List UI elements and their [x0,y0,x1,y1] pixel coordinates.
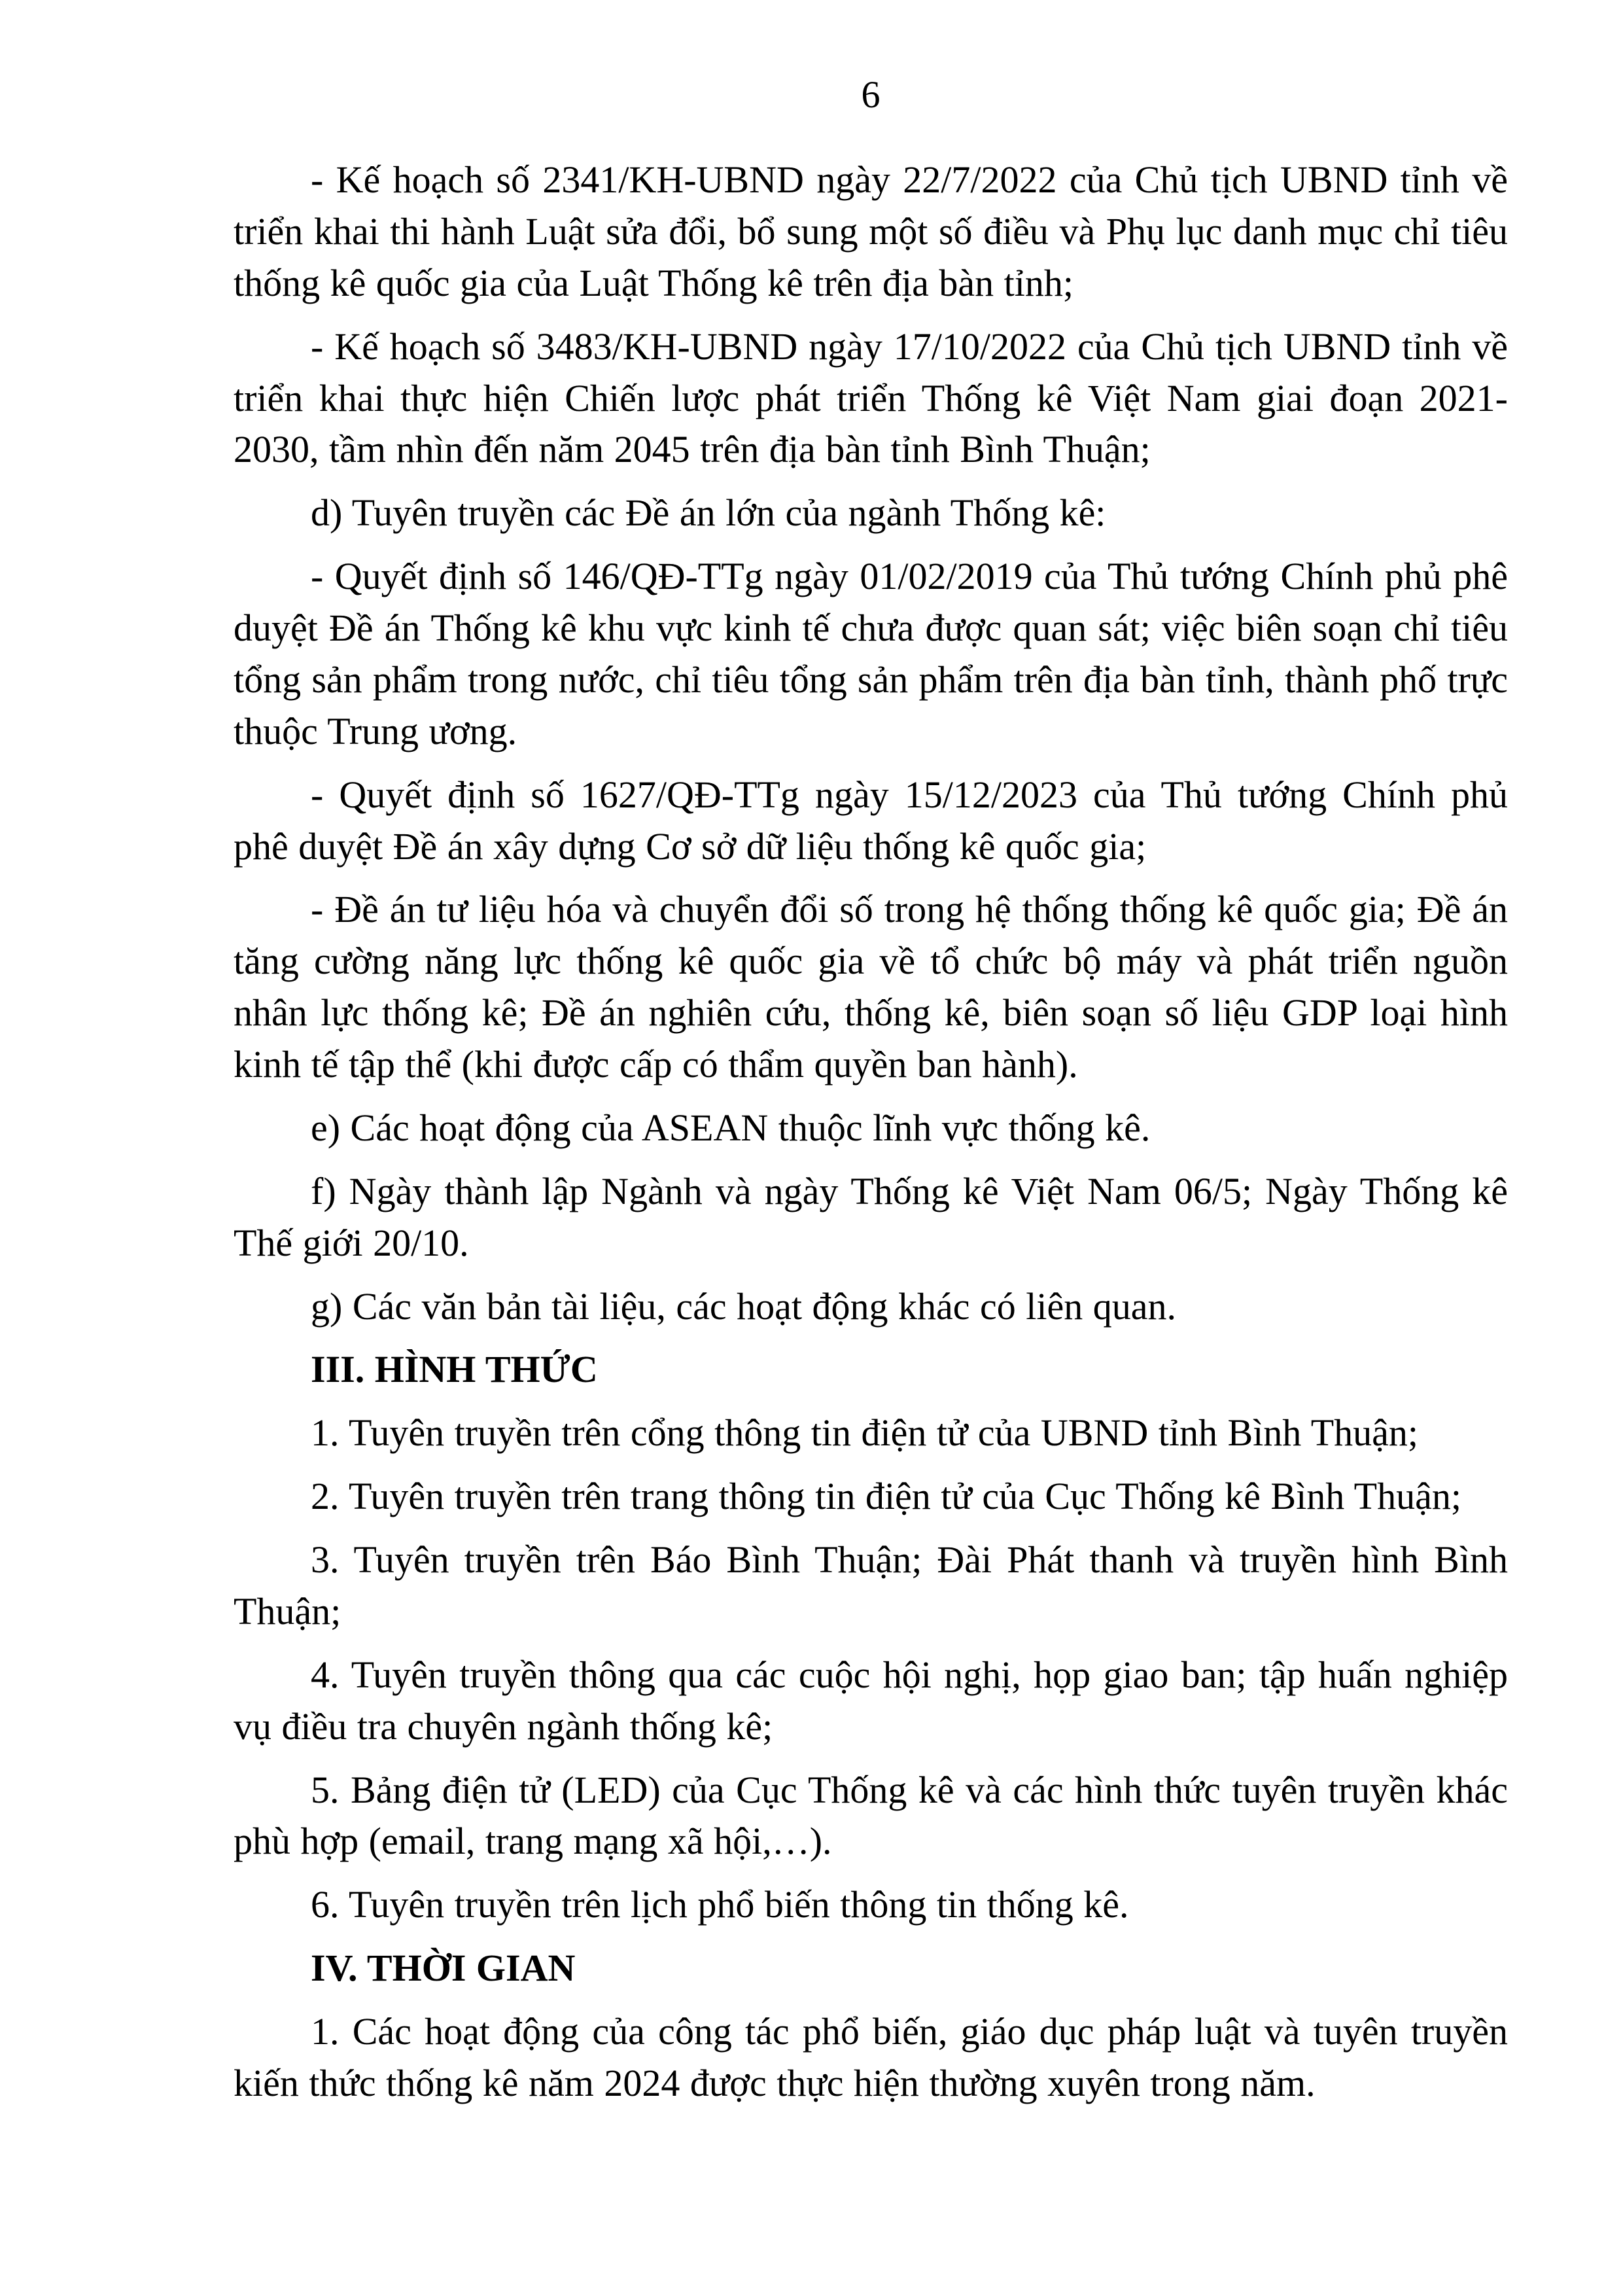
paragraph: 1. Các hoạt động của công tác phổ biến, giáo dục pháp luật và tuyên truyền kiến thức thống kê năm 2024 được thực hiện thường xuyên trong năm. [234,2010,1508,2104]
paragraph: 5. Bảng điện tử (LED) của Cục Thống kê và các hình thức tuyên truyền khác phù hợp (email, trang mạng xã hội,…). [234,1768,1508,1863]
paragraph: g) Các văn bản tài liệu, các hoạt động khác có liên quan. [311,1284,1176,1328]
document-body [234,154,1508,2110]
section-heading: III. HÌNH THỨC [311,1348,598,1391]
section-heading: IV. THỜI GIAN [311,1947,576,1990]
paragraph: 1. Tuyên truyền trên cổng thông tin điện tử của UBND tỉnh Bình Thuận; [311,1411,1419,1455]
paragraph: - Kế hoạch số 3483/KH-UBND ngày 17/10/2022 của Chủ tịch UBND tỉnh về triển khai thực hiện Chiến lược phát triển Thống kê Việt Nam giai đoạn 2021-2030, tầm nhìn đến năm 2045 trên địa bàn tỉnh Bình Thuận; [234,325,1508,471]
paragraph: - Đề án tư liệu hóa và chuyển đổi số trong hệ thống thống kê quốc gia; Đề án tăng cường năng lực thống kê quốc gia về tổ chức bộ máy và phát triển nguồn nhân lực thống kê; Đề án nghiên cứu, thống kê, biên soạn số liệu GDP loại hình kinh tế tập thể (khi được cấp có thẩm quyền ban hành). [234,888,1508,1086]
paragraph: - Quyết định số 146/QĐ-TTg ngày 01/02/2019 của Thủ tướng Chính phủ phê duyệt Đề án Thống kê khu vực kinh tế chưa được quan sát; việc biên soạn chỉ tiêu tổng sản phẩm trong nước, chỉ tiêu tổng sản phẩm trên địa bàn tỉnh, thành phố trực thuộc Trung ương. [234,555,1508,752]
paragraph: - Quyết định số 1627/QĐ-TTg ngày 15/12/2023 của Thủ tướng Chính phủ phê duyệt Đề án xây dựng Cơ sở dữ liệu thống kê quốc gia; [234,773,1508,868]
paragraph: 3. Tuyên truyền trên Báo Bình Thuận; Đài Phát thanh và truyền hình Bình Thuận; [234,1538,1508,1633]
paragraph: 6. Tuyên truyền trên lịch phổ biến thông tin thống kê. [311,1883,1129,1926]
paragraph: - Kế hoạch số 2341/KH-UBND ngày 22/7/2022 của Chủ tịch UBND tỉnh về triển khai thi hành Luật sửa đổi, bổ sung một số điều và Phụ lục danh mục chỉ tiêu thống kê quốc gia của Luật Thống kê trên địa bàn tỉnh; [234,158,1508,304]
paragraph: 4. Tuyên truyền thông qua các cuộc hội nghị, họp giao ban; tập huấn nghiệp vụ điều tra chuyên ngành thống kê; [234,1653,1508,1748]
paragraph: d) Tuyên truyền các Đề án lớn của ngành Thống kê: [311,491,1106,535]
paragraph: e) Các hoạt động của ASEAN thuộc lĩnh vực thống kê. [311,1106,1151,1149]
page-number: 6 [861,73,881,116]
paragraph: f) Ngày thành lập Ngành và ngày Thống kê Việt Nam 06/5; Ngày Thống kê Thế giới 20/10. [234,1169,1508,1264]
paragraph: 2. Tuyên truyền trên trang thông tin điện tử của Cục Thống kê Bình Thuận; [311,1475,1461,1518]
